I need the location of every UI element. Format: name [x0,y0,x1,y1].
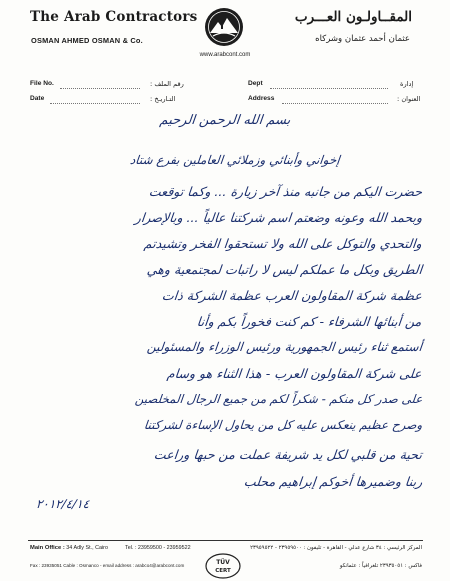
footer-main-office [30,545,108,551]
footer-fax-ar: فاكس : ٢٣٩٣٥٠٥١ تلغرافياً : عثمانكو [339,563,422,569]
letter-line: على صدر كل منكم - شكراً لكم من جميع الرجال المخلصين [133,392,423,406]
website-url: www.arabcont.com [199,52,251,58]
signature-line: ربنا وضميرها أخوكم إبراهيم محلب [242,474,423,489]
date-label-ar: التـاريـخ : [150,95,176,103]
letter-line: الطريق وبكل ما عملكم ليس لا راتبات لمجتمعية وهي [145,262,423,277]
letterhead [0,0,450,76]
letter-date: ٢٠١٢/٤/١٤ [35,497,90,511]
footer-fax-cable: Fax : 23935051 Cable : Osmanco - email address : arabco4@arabcont.com [30,563,185,568]
letter-line: أستمع ثناء رئيس الجمهورية ورئيس الوزراء والمسئولين [146,340,423,354]
dept-label: Dept [248,80,263,87]
footer-office-ar: المركز الرئيسي : ٣٤ شارع عدلي - القاهرة - تليفون : ٢٣٩٥٩٥٠٠ - ٢٣٩٥٩٥٢٢ [250,545,422,551]
letter-line: حضرت اليكم من جانبه منذ آخر زيارة ... وكما توقعت [148,184,423,199]
file-no-line [60,88,140,89]
svg-text:TÜV: TÜV [216,559,230,566]
company-subtitle-en: OSMAN AHMED OSMAN & Co. [31,36,143,45]
letter-line: على شركة المقاولون العرب - هذا الثناء هو وسام [166,366,423,381]
letter-line: تحية من قلبي لكل يد شريفة عملت من حبها وراعت [153,447,423,462]
date-line [50,103,140,104]
file-no-label-ar: رقم الملف : [150,80,184,88]
salutation: إخواني وأبنائي وزملائي العاملين بفرع شتاد [129,153,341,167]
company-name-en: The Arab Contractors [30,9,198,25]
file-no-label: File No. [30,80,54,87]
letter-line: من أبنائها الشرفاء - كم كنت فخوراً بكم وأنا [196,314,423,329]
tuv-cert-icon [205,553,241,579]
dept-label-ar: إدارة [400,80,414,88]
date-label: Date [30,95,45,102]
address-label: Address [248,95,275,102]
address-label-ar: العنوان : [397,95,421,103]
svg-text:CERT: CERT [215,568,231,574]
company-subtitle-ar: عثمان أحمد عثمان وشركاه [315,34,410,44]
basmala: بسم الله الرحمن الرحيم [158,113,292,128]
letter-line: والتحدي والتوكل على الله ولا تستحقوا الفخر وتشيدتم [143,236,423,251]
letter-line: وبحمد الله وعونه وضعتم اسم شركتنا عالياً ... وبالإصرار [133,210,423,225]
footer-divider [28,540,423,541]
letter-line: وصرح عظيم ينعكس عليه كل من يحاول الإساءة لشركتنا [142,418,423,432]
company-name-ar: المقــاولـون العـــرب [294,9,412,25]
main-office-label: Main Office : [30,545,65,551]
dept-line [270,88,388,89]
footer-tel: Tel. : 23959500 - 23959522 [125,545,191,551]
company-logo [204,7,244,49]
main-office-address: 34 Adly St., Cairo [66,545,108,551]
letter-line: عظمة شركة المقاولون العرب عظمة الشركة ذات [161,288,423,303]
address-line [282,103,388,104]
